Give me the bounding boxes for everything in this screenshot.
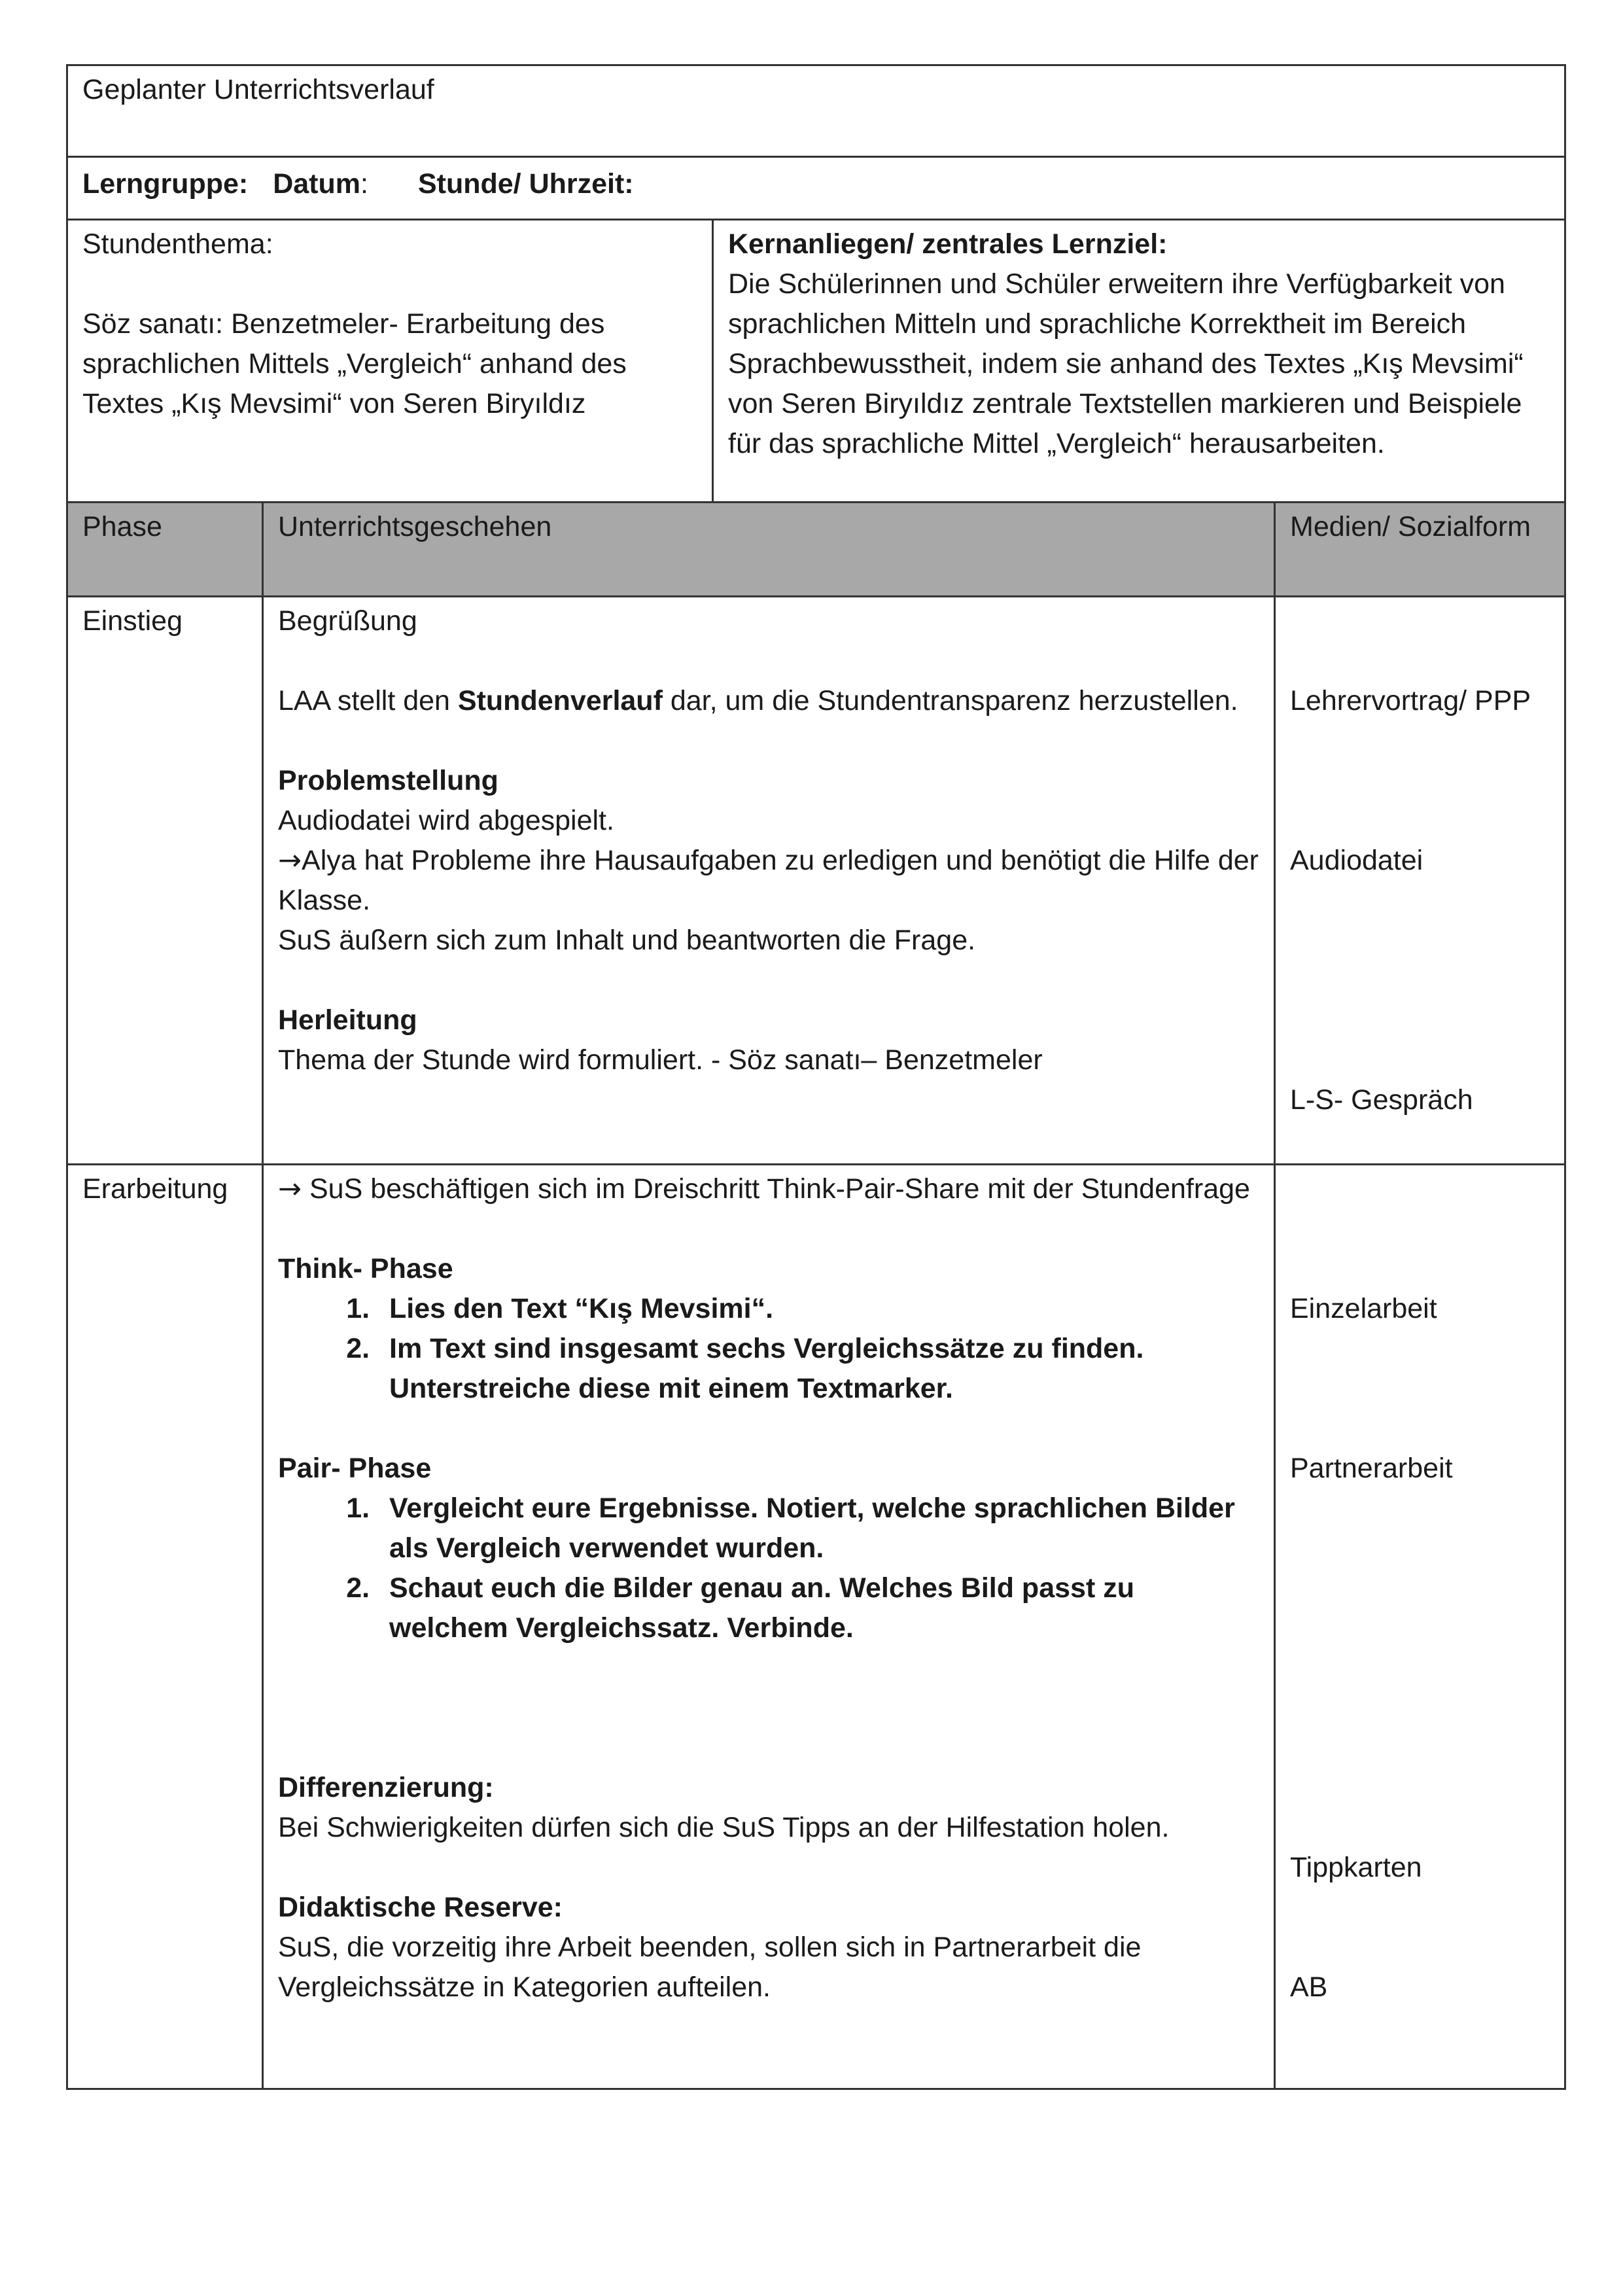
- media-tippkarten: Tippkarten: [1290, 1852, 1422, 1883]
- problem-line-3: SuS äußern sich zum Inhalt und beantworten die Frage.: [278, 925, 976, 956]
- erarbeitung-intro: → SuS beschäftigen sich im Dreischritt Think-Pair-Share mit der Stundenfrage: [278, 1173, 1250, 1205]
- topic-row: [66, 221, 1566, 503]
- stunde-label: Stunde/ Uhrzeit:: [417, 168, 634, 200]
- phase-cell: Einstieg: [82, 605, 183, 637]
- phase-cell: Erarbeitung: [82, 1173, 228, 1205]
- herleitung-heading: Herleitung: [278, 1004, 417, 1036]
- think-heading: Think- Phase: [278, 1253, 453, 1284]
- lesson-plan-table: [66, 64, 1566, 2090]
- pair-heading: Pair- Phase: [278, 1453, 432, 1484]
- media-cell: [1274, 1165, 1564, 2088]
- pair-task-list: [278, 1489, 1259, 1648]
- topic-label: Stundenthema:: [82, 228, 273, 260]
- list-item: 1. Vergleicht eure Ergebnisse. Notiert, welche sprachlichen Bilder als Vergleich verwendet wurden.: [377, 1489, 1259, 1568]
- datum-label: Datum: [273, 168, 361, 200]
- erarbeitung-row: [66, 1165, 1566, 2090]
- problem-line-1: Audiodatei wird abgespielt.: [278, 805, 614, 836]
- problem-line-2: →Alya hat Probleme ihre Hausaufgaben zu erledigen und benötigt die Hilfe der Klasse.: [278, 844, 1259, 916]
- intro-text: LAA stellt den Stundenverlauf dar, um die Stundentransparenz herzustellen.: [278, 685, 1238, 716]
- phase-column-header: Phase: [82, 511, 162, 542]
- lerngruppe-label: Lerngruppe:: [82, 168, 249, 200]
- media-lehrervortrag: Lehrervortrag/ PPP: [1290, 685, 1531, 716]
- media-cell: [1274, 597, 1564, 1163]
- list-item: 2. Schaut euch die Bilder genau an. Welches Bild passt zu welchem Vergleichssatz. Verbinde.: [377, 1568, 1259, 1648]
- list-item: 1. Lies den Text “Kış Mevsimi“.: [377, 1289, 1259, 1329]
- goal-text: Die Schülerinnen und Schüler erweitern ihre Verfügbarkeit von sprachlichen Mitteln und sprachliche Korrektheit im Bereich Sprachbewusstheit, indem sie anhand des Textes „Kış Mevsimi“ von Seren Biryıldız zentrale Textstellen markieren und Beispiele für das sprachliche Mittel „Vergleich“ herausarbeiten.: [728, 268, 1524, 459]
- differenzierung-text: Bei Schwierigkeiten dürfen sich die SuS Tipps an der Hilfestation holen.: [278, 1812, 1170, 1843]
- herleitung-text: Thema der Stunde wird formuliert. - Söz sanatı– Benzetmeler: [278, 1044, 1043, 1076]
- content-column-header: Unterrichtsgeschehen: [262, 503, 1274, 595]
- list-item: 2. Im Text sind insgesamt sechs Vergleichssätze zu finden. Unterstreiche diese mit einem Textmarker.: [377, 1329, 1259, 1409]
- problem-heading: Problemstellung: [278, 765, 498, 796]
- topic-text: Söz sanatı: Benzetmeler- Erarbeitung des sprachlichen Mittels „Vergleich“ anhand des Textes „Kış Mevsimi“ von Seren Biryıldız: [82, 308, 627, 419]
- goal-label: Kernanliegen/ zentrales Lernziel:: [728, 228, 1168, 260]
- einstieg-row: [66, 597, 1566, 1165]
- media-audiodatei: Audiodatei: [1290, 845, 1423, 876]
- content-cell: [262, 597, 1274, 1163]
- column-header-row: [66, 503, 1566, 597]
- differenzierung-heading: Differenzierung:: [278, 1772, 494, 1803]
- reserve-text: SuS, die vorzeitig ihre Arbeit beenden, sollen sich in Partnerarbeit die Vergleichssätze in Kategorien aufteilen.: [278, 1932, 1142, 2003]
- datum-colon: :: [360, 168, 368, 200]
- meta-row: [66, 158, 1566, 221]
- think-task-list: [278, 1289, 1259, 1409]
- reserve-heading: Didaktische Reserve:: [278, 1892, 563, 1923]
- topic-cell: [68, 221, 714, 501]
- arrow-right-icon: →: [278, 844, 302, 877]
- goal-cell: [714, 221, 1564, 501]
- media-partnerarbeit: Partnerarbeit: [1290, 1453, 1453, 1484]
- content-cell: [262, 1165, 1274, 2088]
- media-einzelarbeit: Einzelarbeit: [1290, 1293, 1437, 1324]
- arrow-right-icon: →: [278, 1173, 302, 1205]
- media-ab: AB: [1290, 1971, 1328, 2003]
- title-row: [66, 64, 1566, 158]
- greeting-text: Begrüßung: [278, 605, 417, 637]
- media-column-header: Medien/ Sozialform: [1274, 503, 1564, 595]
- media-gespraech: L-S- Gespräch: [1290, 1084, 1473, 1116]
- page-title: Geplanter Unterrichtsverlauf: [82, 74, 434, 105]
